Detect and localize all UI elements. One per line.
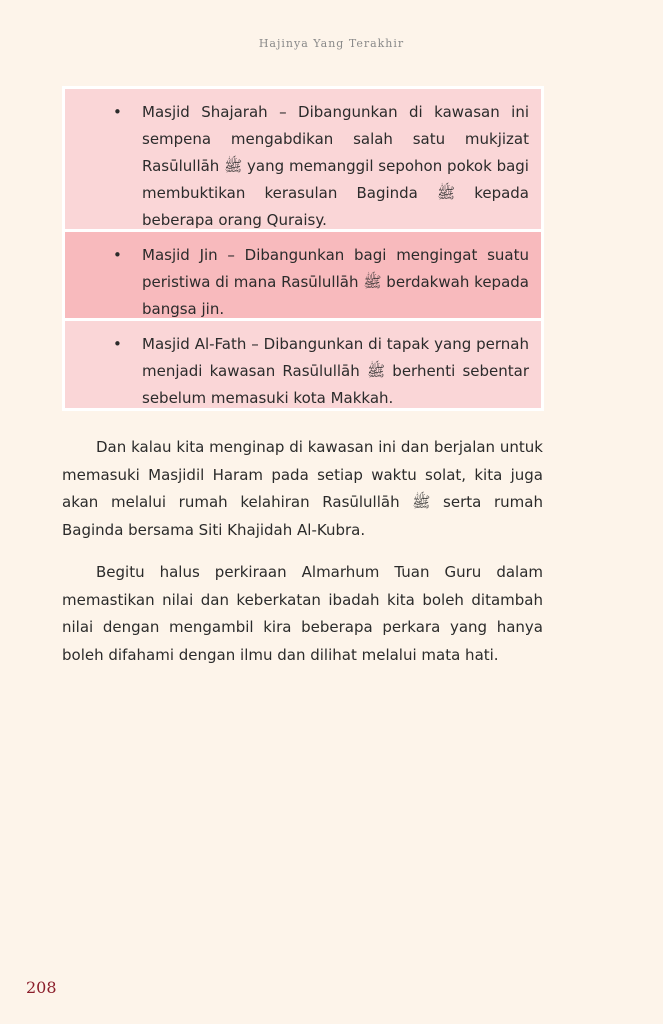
bullet: • bbox=[113, 103, 122, 121]
list-item-text: Masjid Al-Fath – Dibangunkan di tapak yang pernah menjadi kawasan Rasūlullāh ﷺ berhenti sebentar sebelum memasuki kota Makkah. bbox=[142, 335, 529, 407]
page-number: 208 bbox=[26, 978, 57, 997]
list-item-text: Masjid Shajarah – Dibangunkan di kawasan ini sempena mengabdikan salah satu mukjizat Rasūlullāh ﷺ yang memanggil sepohon pokok bagi membuktikan kerasulan Baginda ﷺ kepada beberapa orang Quraisy. bbox=[142, 103, 530, 229]
bullet: • bbox=[113, 246, 122, 264]
list-item-masjid-jin bbox=[62, 229, 544, 321]
list-item-masjid-al-fath bbox=[62, 318, 544, 411]
running-header: Hajinya Yang Terakhir bbox=[258, 37, 405, 50]
body-paragraph-1: Dan kalau kita menginap di kawasan ini dan berjalan untuk memasuki Masjidil Haram pada setiap waktu solat, kita juga akan melalui rumah kelahiran Rasūlullāh ﷺ serta rumah Baginda bersama Siti Khajidah Al-Kubra. bbox=[62, 438, 543, 539]
bullet: • bbox=[113, 335, 122, 353]
body-paragraph-2: Begitu halus perkiraan Almarhum Tuan Guru dalam memastikan nilai dan keberkatan ibadah kita boleh ditambah nilai dengan mengambil kira beberapa perkara yang hanya boleh difahami dengan ilmu dan dilihat melalui mata hati. bbox=[62, 563, 543, 664]
list-item-masjid-shajarah bbox=[62, 86, 544, 232]
list-item-text: Masjid Jin – Dibangunkan bagi mengingat suatu peristiwa di mana Rasūlullāh ﷺ berdakwah kepada bangsa jin. bbox=[142, 246, 529, 318]
masjid-list-table bbox=[62, 86, 544, 411]
